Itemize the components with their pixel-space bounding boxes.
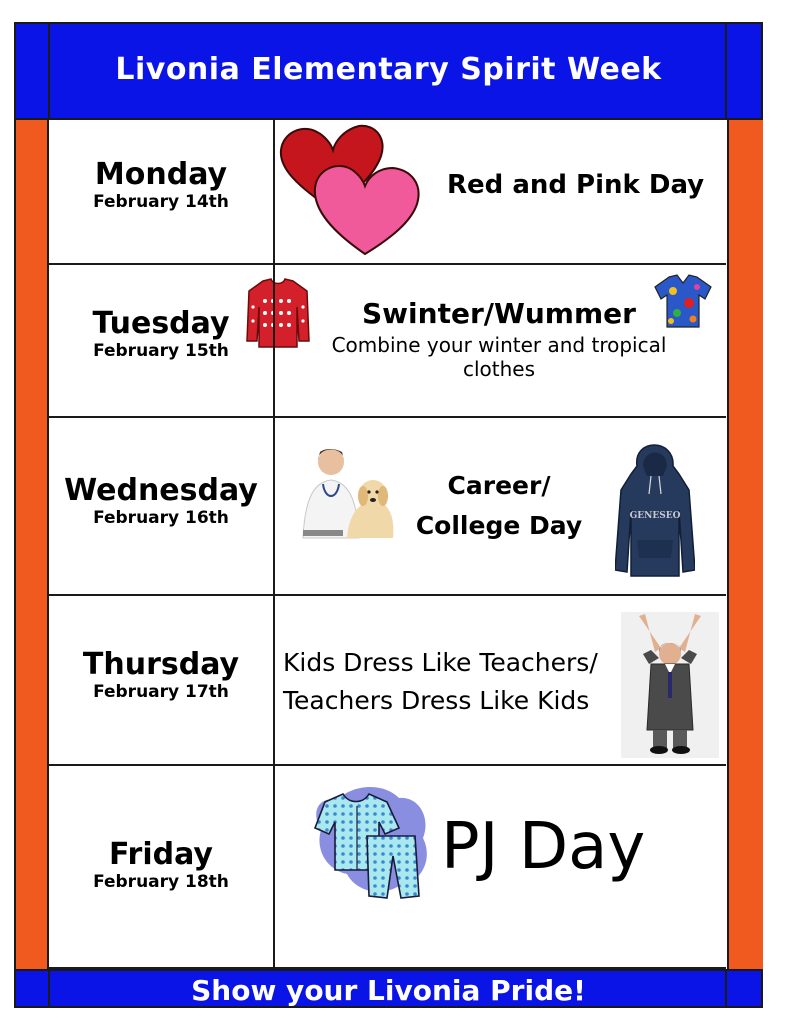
day-name: Wednesday	[64, 473, 258, 508]
hoodie-icon	[615, 430, 695, 580]
header-banner	[14, 22, 763, 120]
pajamas-icon	[307, 778, 435, 904]
theme-label: Swinter/Wummer	[362, 297, 636, 330]
schedule-grid	[49, 120, 726, 969]
schedule-row-tuesday	[49, 265, 726, 418]
schedule-row-thursday	[49, 596, 726, 766]
theme-label-2: College Day	[415, 511, 583, 540]
day-date: February 16th	[93, 508, 229, 528]
day-date: February 15th	[93, 341, 229, 361]
day-cell	[49, 838, 273, 892]
flyer-title: Livonia Elementary Spirit Week	[115, 52, 662, 87]
day-cell	[49, 307, 273, 361]
theme-label-1: Kids Dress Like Teachers/	[283, 648, 598, 677]
day-name: Thursday	[82, 647, 240, 682]
day-cell	[49, 474, 273, 528]
footer-text: Show your Livonia Pride!	[191, 974, 586, 1007]
footer-banner	[14, 969, 763, 1008]
kid-in-suit-photo	[621, 612, 719, 758]
schedule-row-wednesday	[49, 418, 726, 596]
day-date: February 18th	[93, 872, 229, 892]
day-date: February 14th	[93, 192, 229, 212]
schedule-row-friday	[49, 766, 726, 969]
day-cell	[49, 158, 273, 212]
column-divider	[273, 120, 275, 969]
day-name: Friday	[108, 837, 213, 872]
day-name: Monday	[94, 157, 228, 192]
day-date: February 17th	[93, 682, 229, 702]
hoodie-print: GENESEO	[629, 511, 681, 521]
theme-label: Red and Pink Day	[447, 170, 705, 200]
theme-label-1: Career/	[447, 471, 551, 500]
schedule-row-monday	[49, 120, 726, 265]
theme-subtitle: Combine your winter and tropical clothes	[331, 333, 667, 381]
sweater-icon	[245, 277, 311, 349]
hearts-icon	[277, 122, 427, 258]
theme-label: PJ Day	[441, 810, 646, 884]
day-cell	[49, 648, 273, 702]
left-orange-stripe	[16, 120, 49, 970]
theme-label-2: Teachers Dress Like Kids	[283, 686, 590, 715]
doctor-photo	[289, 442, 397, 542]
right-orange-stripe	[727, 120, 763, 970]
day-name: Tuesday	[92, 306, 230, 341]
